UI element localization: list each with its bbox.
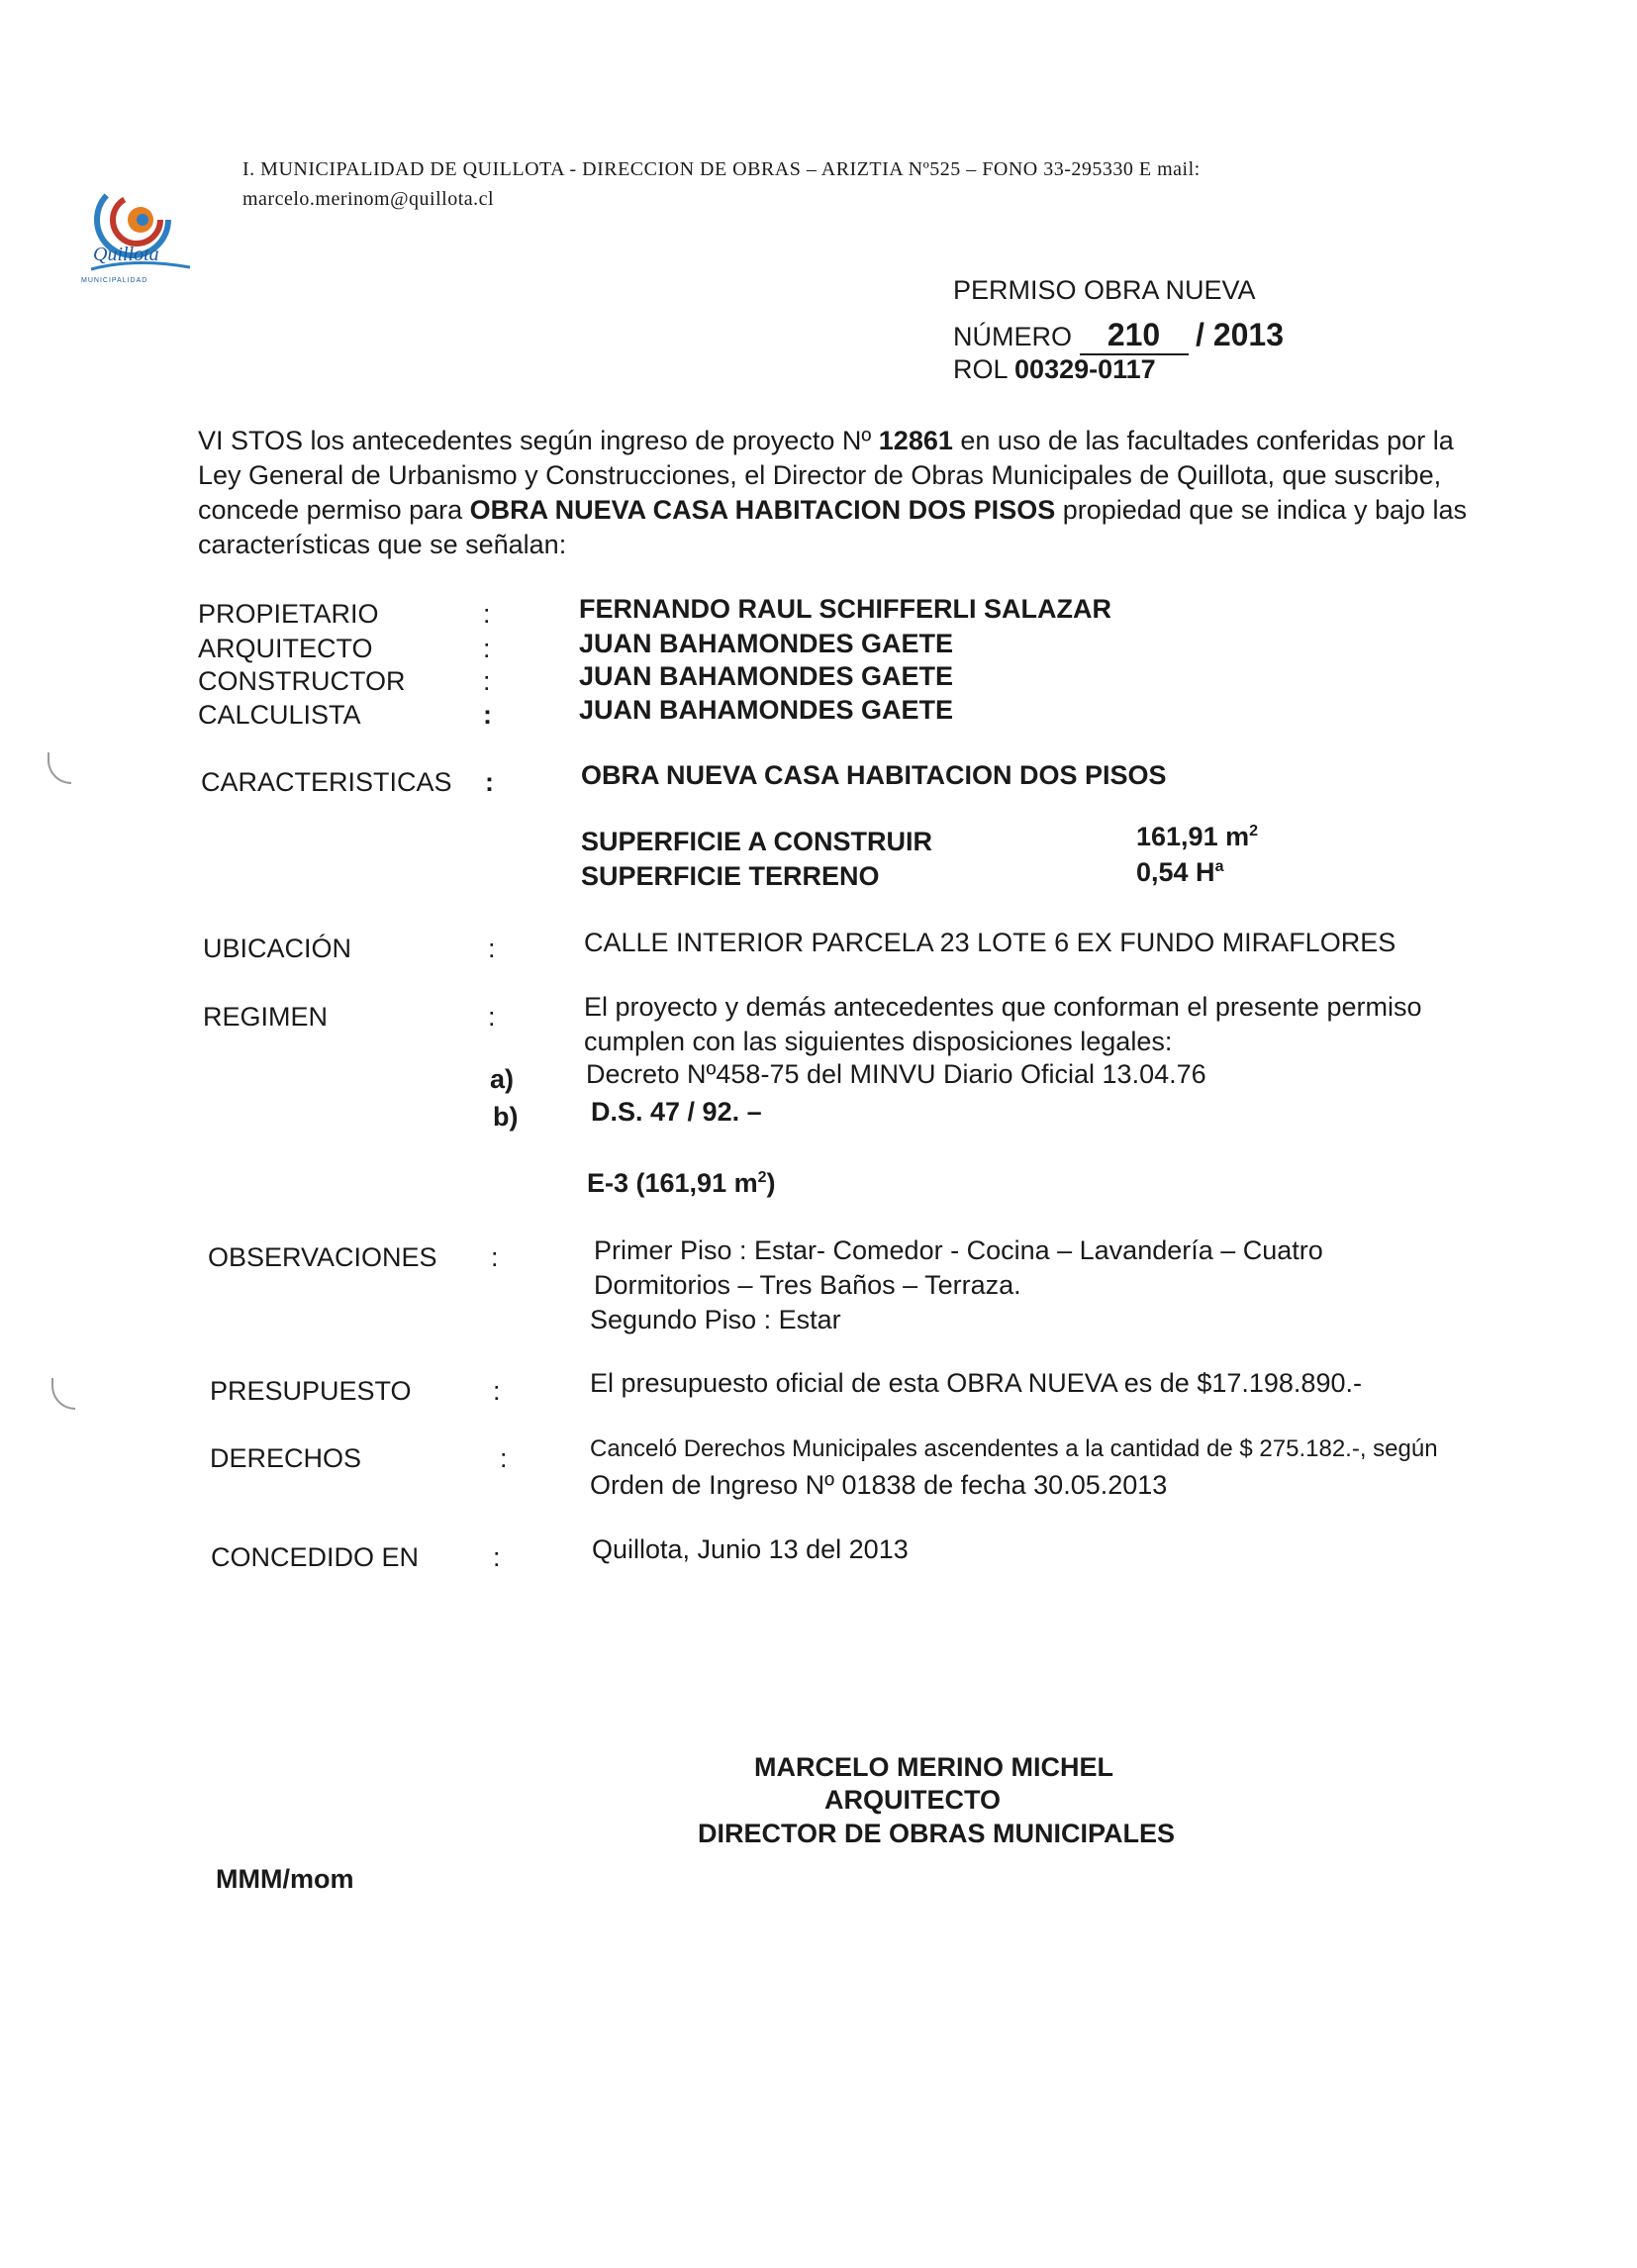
permit-number-row <box>953 317 1284 355</box>
e3-category <box>587 1168 776 1199</box>
caracteristicas-value: OBRA NUEVA CASA HABITACION DOS PISOS <box>581 760 1167 790</box>
colon: : <box>500 1443 508 1473</box>
regimen-line-2: cumplen con las siguientes disposiciones legales: <box>584 1027 1173 1056</box>
propietario-label: PROPIETARIO <box>198 599 379 629</box>
regimen-a-marker: a) <box>490 1064 515 1094</box>
signatory-name: MARCELO MERINO MICHEL <box>754 1752 1113 1782</box>
intro-line3-a: concede permiso para <box>198 495 463 525</box>
propietario-value: FERNANDO RAUL SCHIFFERLI SALAZAR <box>579 594 1111 624</box>
caracteristicas-label: CARACTERISTICAS <box>201 767 452 797</box>
colon: : <box>493 1542 501 1572</box>
header-email: marcelo.merinom@quillota.cl <box>242 188 495 210</box>
regimen-b-text: D.S. 47 / 92. – <box>591 1097 762 1127</box>
initials: MMM/mom <box>216 1864 354 1894</box>
presupuesto-value: El presupuesto oficial de esta OBRA NUEVA es de $17.198.890.- <box>590 1368 1362 1398</box>
colon: : <box>483 634 491 663</box>
logo-subtext: MUNICIPALIDAD <box>81 277 148 284</box>
intro-line3-b: OBRA NUEVA CASA HABITACION DOS PISOS <box>469 495 1056 525</box>
permit-number: 210 <box>1080 317 1189 355</box>
rol-label: ROL <box>953 354 1008 384</box>
header-line-1: I. MUNICIPALIDAD DE QUILLOTA - DIRECCION DE OBRAS – ARIZTIA Nº525 – FONO 33-295330 E mail: <box>242 158 1201 180</box>
ubicacion-label: UBICACIÓN <box>203 934 352 963</box>
logo-text: Quillota <box>93 244 159 265</box>
sup-construir-number: 161,91 m <box>1136 822 1250 851</box>
observaciones-label: OBSERVACIONES <box>208 1242 437 1272</box>
derechos-line-1: Canceló Derechos Municipales ascendentes a la cantidad de $ 275.182.-, según <box>590 1435 1438 1462</box>
project-number: 12861 <box>878 426 953 455</box>
sup-terreno-label: SUPERFICIE TERRENO <box>581 861 880 891</box>
ubicacion-value: CALLE INTERIOR PARCELA 23 LOTE 6 EX FUNDO MIRAFLORES <box>584 928 1396 957</box>
sup-construir-label: SUPERFICIE A CONSTRUIR <box>581 827 933 856</box>
observaciones-line-1: Primer Piso : Estar- Comedor - Cocina – Lavandería – Cuatro <box>594 1235 1323 1265</box>
constructor-label: CONSTRUCTOR <box>198 666 406 696</box>
colon: : <box>483 599 491 629</box>
rol-value: 00329-0117 <box>1014 354 1156 384</box>
sup-construir-exp: 2 <box>1249 823 1258 839</box>
e3-exp: 2 <box>757 1169 767 1186</box>
e3-text: E-3 (161,91 m <box>587 1168 758 1198</box>
municipal-logo <box>71 158 200 287</box>
colon: : <box>488 1002 496 1032</box>
permit-title: PERMISO OBRA NUEVA <box>953 275 1256 305</box>
arquitecto-label: ARQUITECTO <box>198 634 373 663</box>
calculista-value: JUAN BAHAMONDES GAETE <box>579 695 954 725</box>
sup-construir-value <box>1136 822 1258 852</box>
regimen-a-text: Decreto Nº458-75 del MINVU Diario Oficial 13.04.76 <box>586 1059 1206 1089</box>
punch-hole-mark <box>51 1378 75 1410</box>
sup-terreno-value <box>1136 857 1223 888</box>
intro-line-3 <box>198 495 1467 526</box>
arquitecto-value: JUAN BAHAMONDES GAETE <box>579 629 954 658</box>
observaciones-line-3: Segundo Piso : Estar <box>590 1305 841 1334</box>
sup-terreno-exp: a <box>1214 858 1224 875</box>
calculista-label: CALCULISTA <box>198 700 361 730</box>
colon: : <box>493 1376 501 1406</box>
presupuesto-label: PRESUPUESTO <box>210 1376 412 1406</box>
regimen-b-marker: b) <box>493 1102 519 1132</box>
sup-terreno-number: 0,54 H <box>1136 857 1215 887</box>
colon: : <box>488 934 496 963</box>
regimen-label: REGIMEN <box>203 1002 329 1032</box>
intro-line-1 <box>198 426 1454 456</box>
permit-number-label: NÚMERO <box>953 322 1072 351</box>
punch-hole-mark <box>48 752 71 784</box>
colon: : <box>483 700 492 730</box>
concedido-label: CONCEDIDO EN <box>211 1542 420 1572</box>
signatory-title: ARQUITECTO <box>824 1785 1002 1815</box>
constructor-value: JUAN BAHAMONDES GAETE <box>579 661 954 691</box>
intro-line-2: Ley General de Urbanismo y Construcciones, el Director de Obras Municipales de Quillota, que suscribe, <box>198 460 1442 490</box>
intro-text-a: VI STOS los antecedentes según ingreso de proyecto Nº <box>198 426 872 455</box>
permit-year: / 2013 <box>1196 317 1284 352</box>
permit-rol-row <box>953 354 1156 385</box>
concedido-value: Quillota, Junio 13 del 2013 <box>592 1534 909 1564</box>
intro-text-b: en uso de las facultades conferidas por la <box>960 426 1454 455</box>
derechos-label: DERECHOS <box>210 1443 362 1473</box>
intro-line3-c: propiedad que se indica y bajo las <box>1062 495 1468 525</box>
observaciones-line-2: Dormitorios – Tres Baños – Terraza. <box>594 1270 1021 1300</box>
intro-line-4: características que se señalan: <box>198 530 567 559</box>
colon: : <box>485 767 494 797</box>
derechos-line-2: Orden de Ingreso Nº 01838 de fecha 30.05.2013 <box>590 1470 1168 1500</box>
e3-close: ) <box>766 1168 776 1198</box>
signatory-role: DIRECTOR DE OBRAS MUNICIPALES <box>698 1819 1176 1848</box>
regimen-line-1: El proyecto y demás antecedentes que conforman el presente permiso <box>584 992 1422 1022</box>
colon: : <box>483 666 491 696</box>
colon: : <box>491 1242 499 1272</box>
